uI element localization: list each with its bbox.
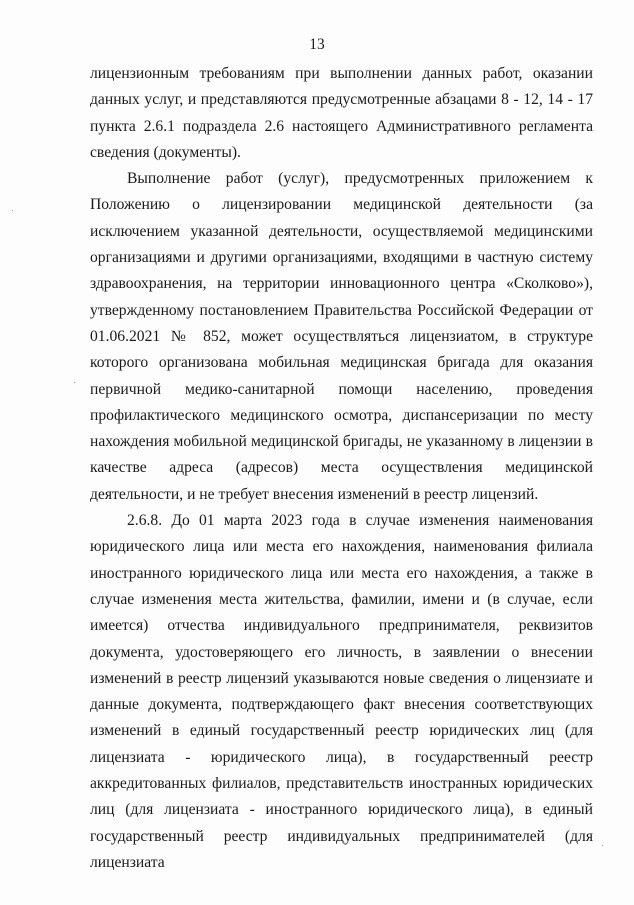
- document-body: [90, 61, 593, 876]
- scan-speck: [74, 382, 75, 383]
- scan-speck: [12, 210, 13, 211]
- paragraph-2-6-8: 2.6.8. До 01 марта 2023 года в случае изменения наименования юридического лица или места его нахождения, наименования филиала иностранного юридического лица или места его нахождения, а также в случае изменения места жительства, фамилии, имени и (в случае, если имеется) отчества индивидуального предпринимателя, реквизитов документа, удостоверяющего его личность, в заявлении о внесении изменений в реестр лицензий указываются новые сведения о лицензиате и данные документа, подтверждающего факт внесения соответствующих изменений в единый государственный реестр юридических лиц (для лицензиата - юридического лица), в государственный реестр аккредитованных филиалов, представительств иностранных юридических лиц (для лицензиата - иностранного юридического лица), в единый государственный реестр индивидуальных предпринимателей (для лицензиата: [90, 512, 593, 871]
- page-number: 13: [309, 36, 325, 53]
- scan-speck: [602, 845, 603, 846]
- paragraph-continuation: лицензионным требованиям при выполнении данных работ, оказании данных услуг, и представляются предусмотренные абзацами 8 - 12, 14 - 17 пункта 2.6.1 подраздела 2.6 настоящего Административного регламента сведения (документы).: [90, 65, 593, 161]
- paragraph-mobile-brigade: Выполнение работ (услуг), предусмотренных приложением к Положению о лицензировании медицинской деятельности (за исключением указанной деятельности, осуществляемой медицинскими организациями и другими организациями, входящими в частную систему здравоохранения, на территории инновационного центра «Сколково»), утвержденному постановлением Правительства Российской Федерации от 01.06.2021 № 852, может осуществляться лицензиатом, в структуре которого организована мобильная медицинская бригада для оказания первичной медико-санитарной помощи населению, проведения профилактического медицинского осмотра, диспансеризации по месту нахождения мобильной медицинской бригады, не указанному в лицензии в качестве адреса (адресов) места осуществления медицинской деятельности, и не требует внесения изменений в реестр лицензий.: [90, 170, 593, 503]
